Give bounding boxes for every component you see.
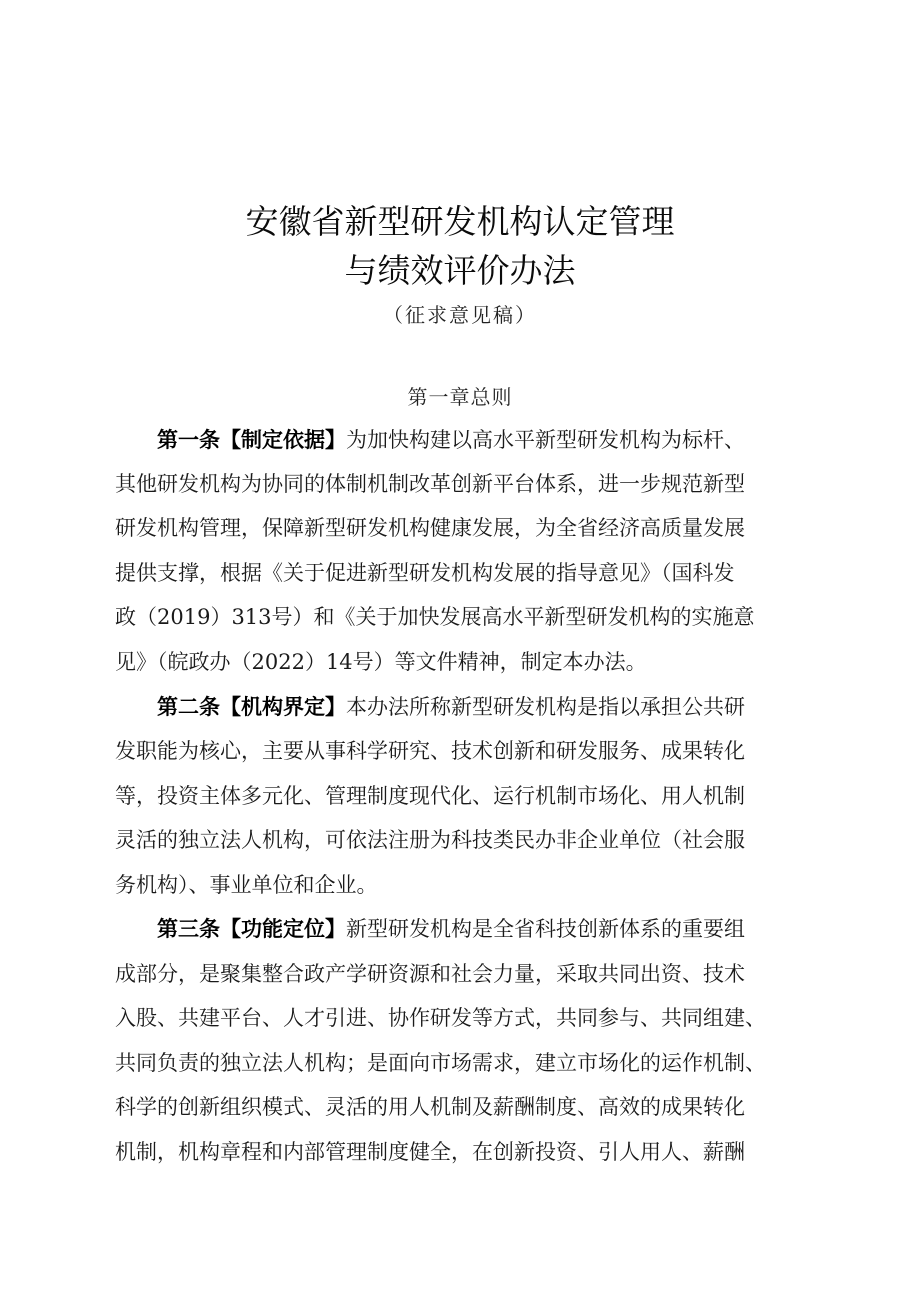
article-2-line-1 (157, 692, 817, 722)
article-1-line-4: 提供支撑，根据《关于促进新型研发机构发展的指导意见》（国科发 (115, 561, 735, 585)
article-1-line-6: 见》（皖政办（2022）14号）等文件精神，制定本办法。 (115, 650, 647, 674)
article-1-line-5: 政（2019）313号）和《关于加快发展高水平新型研发机构的实施意 (115, 605, 755, 629)
article-2-text: 本办法所称新型研发机构是指以承担公共研 (346, 695, 745, 719)
article-1-lead: 第一条【制定依据】 (157, 427, 346, 452)
article-3-line-6: 机制，机构章程和内部管理制度健全，在创新投资、引人用人、薪酬 (115, 1140, 745, 1164)
article-1-line-2: 其他研发机构为协同的体制机制改革创新平台体系，进一步规范新型 (115, 472, 745, 496)
article-1-line-3: 研发机构管理，保障新型研发机构健康发展，为全省经济高质量发展 (115, 516, 745, 540)
article-3-line-1 (157, 914, 817, 944)
article-2-line-3: 等，投资主体多元化、管理制度现代化、运行机制市场化、用人机制 (115, 784, 745, 808)
article-3-line-3: 入股、共建平台、人才引进、协作研发等方式，共同参与、共同组建、 (115, 1006, 766, 1030)
article-3-line-5: 科学的创新组织模式、灵活的用人机制及薪酬制度、高效的成果转化 (115, 1095, 745, 1119)
article-2-line-2: 发职能为核心，主要从事科学研究、技术创新和研发服务、成果转化 (115, 739, 745, 763)
document-title-line-2: 与绩效评价办法 (344, 251, 576, 290)
article-3-line-2: 成部分，是聚集整合政产学研资源和社会力量，采取共同出资、技术 (115, 962, 745, 986)
article-3-text: 新型研发机构是全省科技创新体系的重要组 (346, 917, 745, 941)
document-subtitle: （征求意见稿） (383, 303, 537, 327)
article-2-line-5: 务机构）、事业单位和企业。 (115, 873, 378, 897)
document-title-line-1: 安徽省新型研发机构认定管理 (245, 202, 675, 241)
article-1-text: 为加快构建以高水平新型研发机构为标杆、 (346, 428, 745, 452)
article-3-lead: 第三条【功能定位】 (157, 916, 346, 941)
article-1-line-1 (157, 425, 817, 455)
article-2-line-4: 灵活的独立法人机构，可依法注册为科技类民办非企业单位（社会服 (115, 828, 745, 852)
chapter-heading: 第一章总则 (407, 385, 513, 409)
article-3-line-4: 共同负责的独立法人机构；是面向市场需求，建立市场化的运作机制、 (115, 1051, 766, 1075)
article-2-lead: 第二条【机构界定】 (157, 694, 346, 719)
